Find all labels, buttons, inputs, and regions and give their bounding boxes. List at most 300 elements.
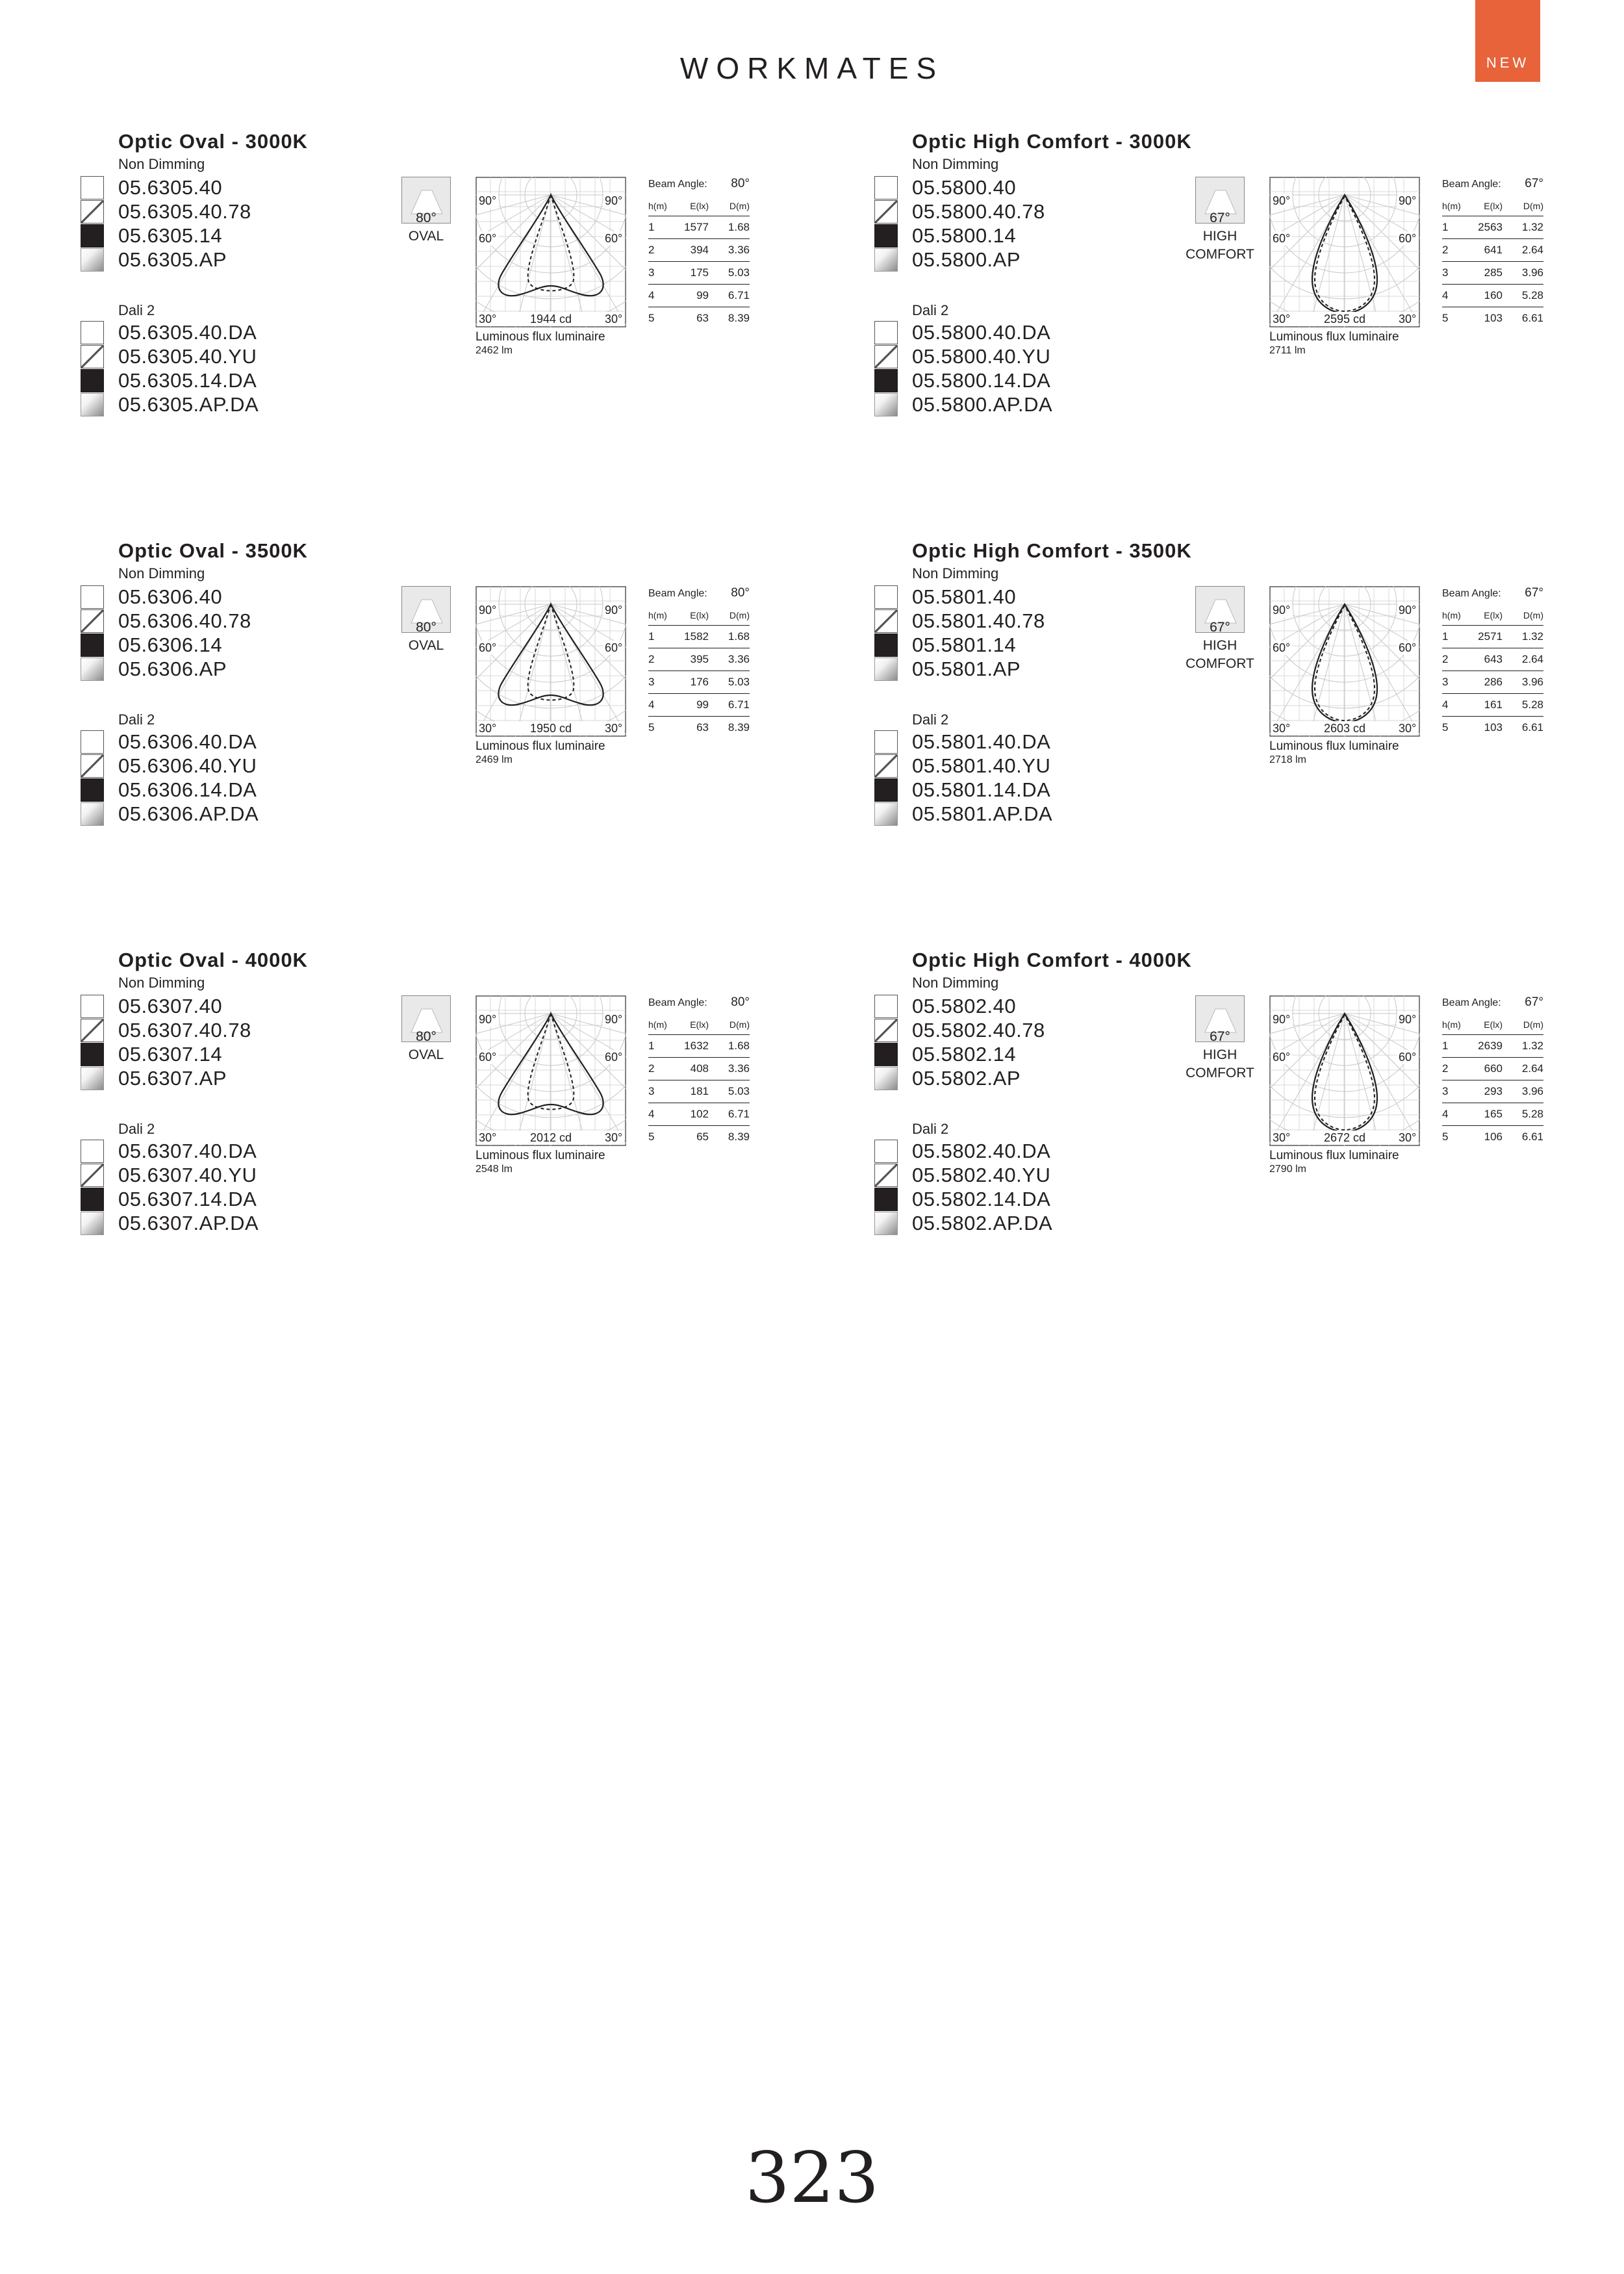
- angle-label: 30°: [1273, 722, 1291, 735]
- finish-swatch: [874, 633, 898, 657]
- dali-code-list: [81, 320, 259, 416]
- non-dimming-label: Non Dimming: [118, 156, 205, 172]
- product-code: 05.5802.40.YU: [912, 1163, 1051, 1186]
- angle-label: 90°: [479, 194, 497, 207]
- angle-label: 30°: [1399, 313, 1417, 326]
- angle-label: 60°: [479, 1051, 497, 1064]
- code-row: [874, 392, 1052, 416]
- angle-label: 90°: [479, 604, 497, 617]
- code-row: [81, 609, 251, 633]
- code-row: [81, 994, 251, 1018]
- code-row: [81, 248, 251, 272]
- optic-angle: 67°: [1210, 211, 1230, 225]
- cell-diameter: 1.32: [1521, 630, 1543, 643]
- optic-label: [1181, 619, 1259, 673]
- optic-name: HIGH: [1202, 229, 1237, 244]
- table-row: [648, 307, 750, 329]
- product-code: 05.6306.AP: [118, 657, 227, 680]
- header-d: D(m): [729, 1019, 750, 1030]
- code-row: [81, 1042, 251, 1066]
- table-row: [1442, 1126, 1543, 1148]
- finish-swatch: [81, 658, 104, 681]
- header-e: E(lx): [690, 610, 709, 620]
- cell-height: 2: [648, 244, 655, 256]
- product-code: 05.5801.AP: [912, 657, 1021, 680]
- code-row: [81, 344, 259, 368]
- cell-height: 4: [648, 289, 655, 301]
- table-header-row: [1442, 196, 1543, 216]
- product-code: 05.5802.AP: [912, 1066, 1021, 1090]
- cell-illuminance: 161: [1484, 698, 1503, 711]
- table-row: [1442, 717, 1543, 739]
- block-title: Optic Oval - 4000K: [118, 949, 308, 971]
- cell-diameter: 3.96: [1521, 676, 1543, 688]
- cell-illuminance: 2563: [1478, 221, 1503, 233]
- product-code: 05.6305.14.DA: [118, 368, 257, 392]
- angle-label: 60°: [605, 232, 623, 245]
- cell-height: 1: [1442, 1040, 1449, 1052]
- cell-illuminance: 165: [1484, 1108, 1503, 1120]
- cell-diameter: 5.28: [1521, 289, 1543, 301]
- table-row: [648, 239, 750, 262]
- code-row: [874, 344, 1052, 368]
- cell-height: 1: [1442, 221, 1449, 233]
- header-d: D(m): [729, 201, 750, 211]
- finish-swatch: [874, 345, 898, 368]
- table-header-row: [1442, 1015, 1543, 1035]
- finish-swatch: [81, 633, 104, 657]
- cell-illuminance: 1577: [684, 221, 709, 233]
- product-code: 05.6307.40.YU: [118, 1163, 257, 1186]
- table-row: [648, 694, 750, 717]
- beam-table: [648, 177, 750, 329]
- cell-diameter: 5.28: [1521, 698, 1543, 711]
- candela-label: 1950 cd: [529, 722, 572, 735]
- cell-height: 3: [648, 676, 655, 688]
- cell-height: 2: [1442, 244, 1449, 256]
- finish-swatch: [81, 176, 104, 199]
- code-row: [81, 730, 259, 754]
- product-code: 05.5800.14: [912, 224, 1017, 247]
- table-row: [1442, 285, 1543, 307]
- table-row: [648, 285, 750, 307]
- angle-label: 90°: [605, 194, 623, 207]
- finish-swatch: [81, 1212, 104, 1235]
- cell-illuminance: 103: [1484, 721, 1503, 734]
- polar-diagram: [476, 586, 626, 737]
- optic-name-line-2: COMFORT: [1186, 247, 1254, 262]
- non-dimming-code-list: [81, 585, 251, 681]
- product-code: 05.6307.40: [118, 994, 223, 1017]
- cell-diameter: 8.39: [728, 1131, 750, 1143]
- angle-label: 90°: [1273, 604, 1291, 617]
- finish-swatch: [874, 778, 898, 802]
- table-row: [1442, 239, 1543, 262]
- angle-label: 60°: [1273, 232, 1291, 245]
- cell-diameter: 3.96: [1521, 266, 1543, 279]
- product-code: 05.5801.40: [912, 585, 1017, 608]
- code-row: [874, 1211, 1052, 1235]
- optic-label: [387, 619, 465, 655]
- dali-label: Dali 2: [118, 1121, 155, 1137]
- angle-label: 60°: [1399, 641, 1417, 654]
- code-row: [874, 199, 1045, 224]
- finish-swatch: [81, 1067, 104, 1090]
- product-block: [118, 949, 833, 1286]
- angle-label: 30°: [1273, 1131, 1291, 1144]
- cell-diameter: 8.39: [728, 312, 750, 324]
- finish-swatch: [874, 1067, 898, 1090]
- finish-swatch: [874, 176, 898, 199]
- cell-diameter: 8.39: [728, 721, 750, 734]
- finish-swatch: [81, 224, 104, 248]
- cell-illuminance: 99: [696, 289, 709, 301]
- cell-diameter: 5.28: [1521, 1108, 1543, 1120]
- flux-label: Luminous flux luminaire: [476, 1149, 605, 1162]
- cell-height: 4: [648, 698, 655, 711]
- header-e: E(lx): [1484, 201, 1503, 211]
- cell-diameter: 2.64: [1521, 244, 1543, 256]
- product-code: 05.6306.40.DA: [118, 730, 257, 753]
- polar-diagram: [476, 995, 626, 1146]
- header-d: D(m): [1523, 610, 1543, 620]
- angle-label: 90°: [1273, 194, 1291, 207]
- header-h: h(m): [1442, 610, 1461, 620]
- cell-height: 4: [1442, 289, 1449, 301]
- angle-label: 90°: [479, 1013, 497, 1026]
- cell-height: 3: [648, 1085, 655, 1097]
- dali-code-list: [81, 1139, 259, 1235]
- header-d: D(m): [729, 610, 750, 620]
- non-dimming-code-list: [874, 175, 1045, 272]
- table-header-row: [648, 196, 750, 216]
- code-row: [874, 224, 1045, 248]
- candela-label: 2595 cd: [1323, 313, 1366, 326]
- cell-height: 2: [648, 1062, 655, 1075]
- beam-table: [648, 586, 750, 739]
- cell-illuminance: 103: [1484, 312, 1503, 324]
- cell-diameter: 5.03: [728, 676, 750, 688]
- non-dimming-label: Non Dimming: [912, 565, 999, 581]
- dali-code-list: [874, 730, 1052, 826]
- cell-diameter: 6.71: [728, 289, 750, 301]
- cell-illuminance: 2571: [1478, 630, 1503, 643]
- beam-angle-value: 80°: [731, 995, 750, 1009]
- cell-diameter: 3.36: [728, 1062, 750, 1075]
- header-h: h(m): [648, 610, 667, 620]
- beam-table: [1442, 586, 1543, 739]
- product-code: 05.6305.40: [118, 175, 223, 199]
- table-row: [648, 626, 750, 648]
- product-code: 05.5801.40.DA: [912, 730, 1051, 753]
- optic-angle: 80°: [416, 620, 437, 635]
- table-row: [1442, 216, 1543, 239]
- cell-illuminance: 175: [690, 266, 709, 279]
- table-row: [1442, 694, 1543, 717]
- finish-swatch: [81, 754, 104, 778]
- finish-swatch: [81, 200, 104, 224]
- cell-illuminance: 176: [690, 676, 709, 688]
- product-code: 05.6306.40.78: [118, 609, 251, 632]
- finish-swatch: [81, 802, 104, 826]
- new-badge: NEW: [1475, 0, 1540, 82]
- cell-height: 2: [1442, 1062, 1449, 1075]
- dali-label: Dali 2: [118, 711, 155, 728]
- product-code: 05.5800.40.DA: [912, 320, 1051, 344]
- product-code: 05.5800.40: [912, 175, 1017, 199]
- code-row: [81, 778, 259, 802]
- code-row: [81, 392, 259, 416]
- angle-label: 60°: [1399, 1051, 1417, 1064]
- beam-table: [1442, 177, 1543, 329]
- cell-illuminance: 643: [1484, 653, 1503, 665]
- code-row: [874, 368, 1052, 392]
- non-dimming-code-list: [81, 994, 251, 1090]
- finish-swatch: [874, 609, 898, 633]
- table-row: [648, 1058, 750, 1080]
- finish-swatch: [81, 1188, 104, 1211]
- product-code: 05.5801.14: [912, 633, 1017, 656]
- optic-angle: 80°: [416, 1029, 437, 1044]
- code-row: [81, 368, 259, 392]
- cell-diameter: 6.71: [728, 698, 750, 711]
- product-code: 05.6307.40.78: [118, 1018, 251, 1041]
- angle-label: 90°: [605, 604, 623, 617]
- finish-swatch: [874, 995, 898, 1018]
- cell-diameter: 1.32: [1521, 221, 1543, 233]
- cell-height: 4: [1442, 1108, 1449, 1120]
- cell-illuminance: 408: [690, 1062, 709, 1075]
- cell-diameter: 2.64: [1521, 653, 1543, 665]
- non-dimming-label: Non Dimming: [118, 565, 205, 581]
- finish-swatch: [81, 778, 104, 802]
- code-row: [81, 175, 251, 199]
- optic-label: [1181, 1028, 1259, 1082]
- cell-illuminance: 660: [1484, 1062, 1503, 1075]
- block-title: Optic High Comfort - 3000K: [912, 130, 1192, 153]
- block-title: Optic Oval - 3000K: [118, 130, 308, 153]
- code-row: [874, 1187, 1052, 1211]
- cell-diameter: 5.03: [728, 1085, 750, 1097]
- beam-angle-label: Beam Angle:: [648, 997, 707, 1008]
- cell-illuminance: 65: [696, 1131, 709, 1143]
- cell-diameter: 1.32: [1521, 1040, 1543, 1052]
- cell-height: 5: [648, 721, 655, 734]
- finish-swatch: [81, 321, 104, 344]
- code-row: [81, 1211, 259, 1235]
- angle-label: 60°: [479, 641, 497, 654]
- code-row: [81, 320, 259, 344]
- product-code: 05.6306.40.YU: [118, 754, 257, 777]
- beam-angle-label: Beam Angle:: [1442, 179, 1501, 190]
- dali-label: Dali 2: [912, 711, 949, 728]
- dali-code-list: [81, 730, 259, 826]
- product-code: 05.5801.14.DA: [912, 778, 1051, 801]
- cell-illuminance: 286: [1484, 676, 1503, 688]
- cell-height: 4: [648, 1108, 655, 1120]
- candela-label: 2603 cd: [1323, 722, 1366, 735]
- table-row: [1442, 307, 1543, 329]
- finish-swatch: [874, 224, 898, 248]
- polar-diagram: [1269, 995, 1420, 1146]
- code-row: [874, 1066, 1045, 1090]
- product-code: 05.6305.40.YU: [118, 344, 257, 368]
- code-row: [874, 248, 1045, 272]
- optic-name-line-2: COMFORT: [1186, 656, 1254, 671]
- table-row: [648, 1035, 750, 1058]
- finish-swatch: [874, 730, 898, 754]
- product-code: 05.6306.AP.DA: [118, 802, 259, 825]
- angle-label: 90°: [1399, 194, 1417, 207]
- finish-swatch: [81, 730, 104, 754]
- product-block: [912, 949, 1624, 1286]
- cell-height: 1: [648, 630, 655, 643]
- dali-label: Dali 2: [912, 302, 949, 318]
- angle-label: 60°: [605, 1051, 623, 1064]
- table-row: [1442, 1080, 1543, 1103]
- header-e: E(lx): [690, 1019, 709, 1030]
- optic-name: OVAL: [408, 638, 444, 653]
- code-row: [874, 1042, 1045, 1066]
- product-code: 05.5801.40.YU: [912, 754, 1051, 777]
- code-row: [874, 730, 1052, 754]
- angle-label: 30°: [479, 313, 497, 326]
- finish-swatch: [874, 393, 898, 416]
- cell-height: 5: [1442, 1131, 1449, 1143]
- cell-height: 3: [1442, 676, 1449, 688]
- table-header-row: [648, 1015, 750, 1035]
- non-dimming-code-list: [81, 175, 251, 272]
- code-row: [874, 657, 1045, 681]
- beam-angle-label: Beam Angle:: [1442, 997, 1501, 1008]
- non-dimming-label: Non Dimming: [912, 975, 999, 991]
- finish-swatch: [874, 754, 898, 778]
- code-row: [81, 199, 251, 224]
- finish-swatch: [81, 369, 104, 392]
- cell-height: 2: [1442, 653, 1449, 665]
- header-h: h(m): [1442, 201, 1461, 211]
- finish-swatch: [81, 345, 104, 368]
- header-d: D(m): [1523, 1019, 1543, 1030]
- cell-illuminance: 102: [690, 1108, 709, 1120]
- flux-value: 2718 lm: [1269, 754, 1306, 765]
- optic-name: HIGH: [1202, 1047, 1237, 1062]
- code-row: [81, 585, 251, 609]
- flux-value: 2711 lm: [1269, 345, 1306, 356]
- cell-diameter: 6.61: [1521, 1131, 1543, 1143]
- product-code: 05.5800.AP.DA: [912, 392, 1053, 416]
- cell-illuminance: 63: [696, 312, 709, 324]
- table-row: [648, 1080, 750, 1103]
- product-code: 05.5801.40.78: [912, 609, 1045, 632]
- dali-code-list: [874, 320, 1052, 416]
- cell-height: 2: [648, 653, 655, 665]
- beam-angle-value: 80°: [731, 177, 750, 190]
- angle-label: 90°: [1273, 1013, 1291, 1026]
- product-code: 05.5800.40.YU: [912, 344, 1051, 368]
- cell-illuminance: 99: [696, 698, 709, 711]
- product-code: 05.5802.14.DA: [912, 1187, 1051, 1210]
- code-row: [81, 1139, 259, 1163]
- product-code: 05.5801.AP.DA: [912, 802, 1053, 825]
- angle-label: 60°: [1273, 641, 1291, 654]
- polar-diagram: [476, 177, 626, 327]
- table-header-row: [1442, 606, 1543, 626]
- finish-swatch: [81, 393, 104, 416]
- optic-label: [387, 1028, 465, 1064]
- dali-code-list: [874, 1139, 1052, 1235]
- header-e: E(lx): [690, 201, 709, 211]
- cell-height: 1: [648, 1040, 655, 1052]
- cell-height: 5: [1442, 721, 1449, 734]
- cell-illuminance: 160: [1484, 289, 1503, 301]
- finish-swatch: [874, 321, 898, 344]
- beam-angle-value: 67°: [1525, 995, 1543, 1009]
- cell-diameter: 5.03: [728, 266, 750, 279]
- optic-label: [387, 209, 465, 246]
- header-d: D(m): [1523, 201, 1543, 211]
- header-e: E(lx): [1484, 1019, 1503, 1030]
- cell-illuminance: 395: [690, 653, 709, 665]
- product-code: 05.6307.AP.DA: [118, 1211, 259, 1234]
- product-code: 05.6305.AP: [118, 248, 227, 271]
- cell-height: 5: [648, 1131, 655, 1143]
- table-row: [1442, 648, 1543, 671]
- optic-angle: 80°: [416, 211, 437, 225]
- code-row: [874, 994, 1045, 1018]
- product-code: 05.6307.14: [118, 1042, 223, 1066]
- beam-angle-label: Beam Angle:: [648, 179, 707, 190]
- code-row: [81, 754, 259, 778]
- code-row: [81, 1187, 259, 1211]
- cell-illuminance: 394: [690, 244, 709, 256]
- code-row: [81, 1163, 259, 1187]
- cell-illuminance: 181: [690, 1085, 709, 1097]
- code-row: [874, 778, 1052, 802]
- block-title: Optic High Comfort - 3500K: [912, 539, 1192, 562]
- flux-value: 2548 lm: [476, 1164, 513, 1175]
- table-row: [648, 1126, 750, 1148]
- header-h: h(m): [648, 1019, 667, 1030]
- cell-diameter: 6.61: [1521, 312, 1543, 324]
- finish-swatch: [874, 369, 898, 392]
- non-dimming-code-list: [874, 994, 1045, 1090]
- table-row: [648, 648, 750, 671]
- flux-label: Luminous flux luminaire: [1269, 330, 1399, 344]
- finish-swatch: [874, 1164, 898, 1187]
- product-code: 05.6306.14.DA: [118, 778, 257, 801]
- finish-swatch: [81, 609, 104, 633]
- table-row: [648, 671, 750, 694]
- non-dimming-label: Non Dimming: [118, 975, 205, 991]
- angle-label: 30°: [605, 1131, 623, 1144]
- product-code: 05.6307.40.DA: [118, 1139, 257, 1162]
- code-row: [874, 585, 1045, 609]
- optic-label: [1181, 209, 1259, 264]
- finish-swatch: [874, 248, 898, 272]
- angle-label: 60°: [479, 232, 497, 245]
- header-h: h(m): [1442, 1019, 1461, 1030]
- angle-label: 60°: [1399, 232, 1417, 245]
- beam-angle-label: Beam Angle:: [1442, 588, 1501, 599]
- cell-height: 3: [1442, 1085, 1449, 1097]
- product-block: [118, 130, 833, 468]
- code-row: [874, 802, 1052, 826]
- cell-diameter: 1.68: [728, 630, 750, 643]
- table-row: [1442, 1035, 1543, 1058]
- optic-name-line-2: COMFORT: [1186, 1066, 1254, 1080]
- optic-angle: 67°: [1210, 1029, 1230, 1044]
